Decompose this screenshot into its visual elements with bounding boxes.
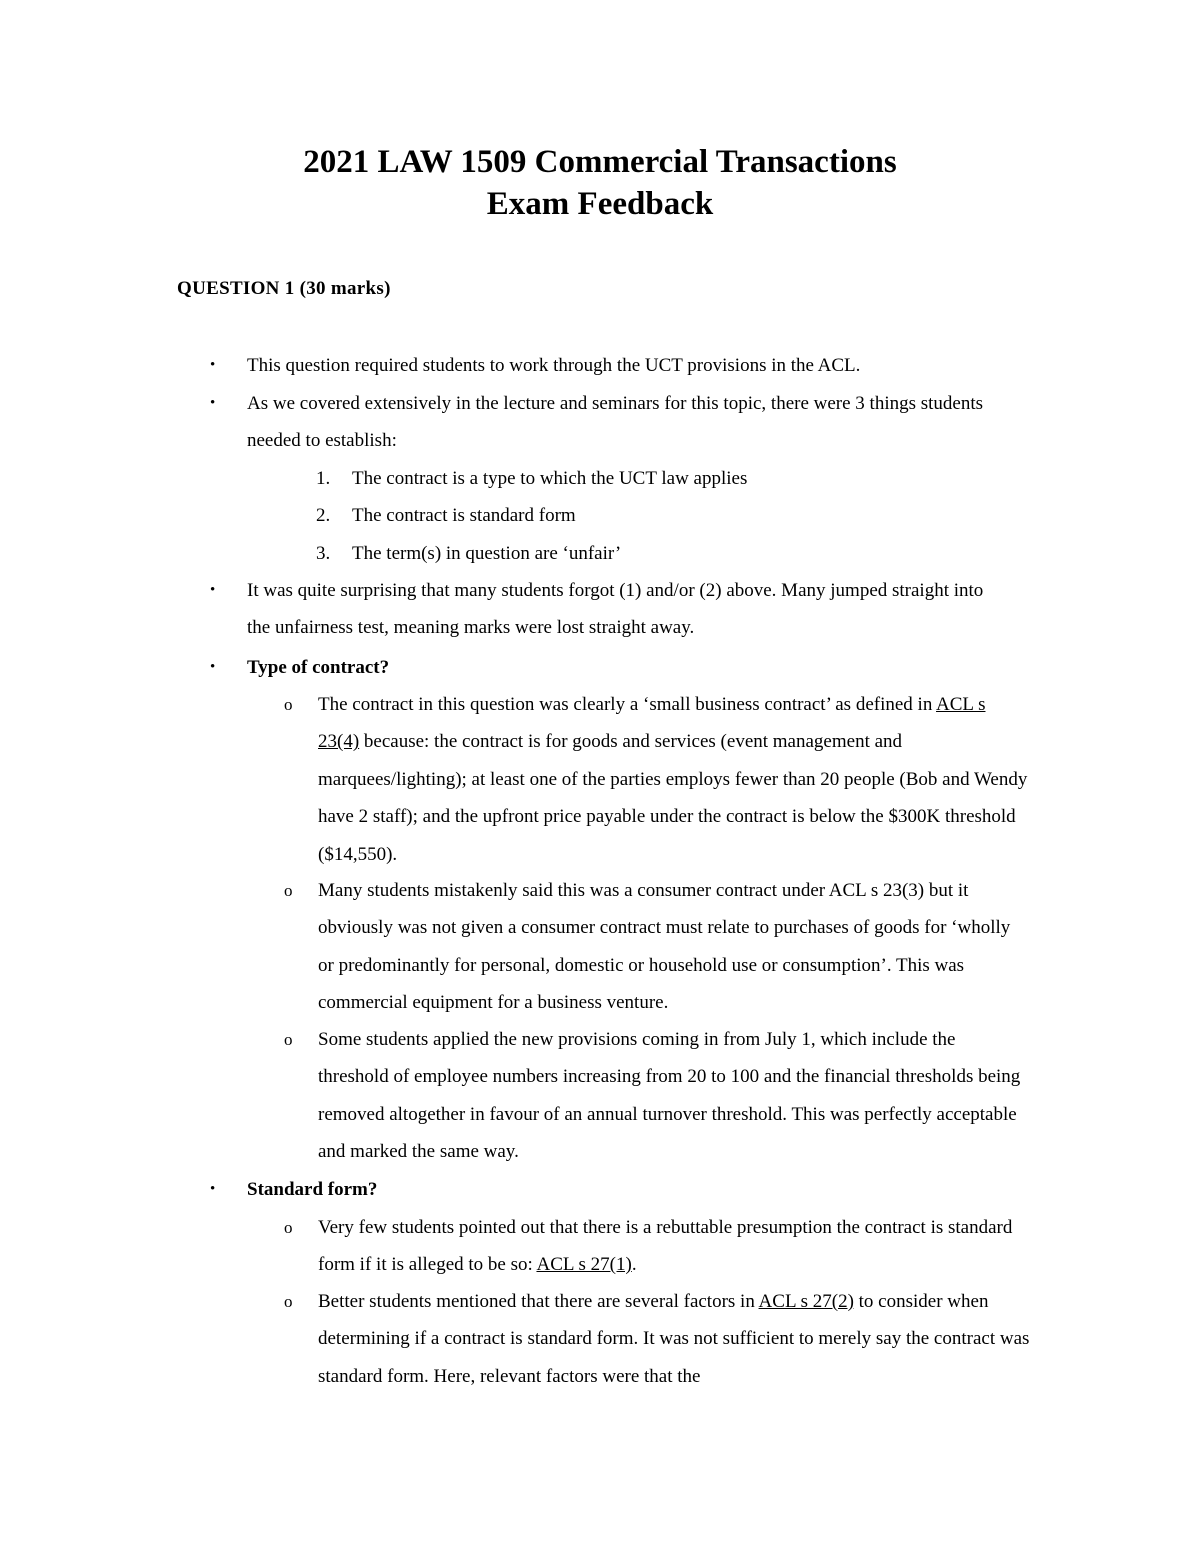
numbered-item: The term(s) in question are ‘unfair’ (352, 543, 622, 564)
document-subtitle: Exam Feedback (486, 186, 714, 222)
sub-bullet-marker: o (284, 695, 293, 714)
paragraph-consumer-contract: Many students mistakenly said this was a consumer contract under ACL s 23(3) but it obviously was not given a consumer contract must relate to purchases of goods for ‘wholly or predominantly for personal, domestic or household use or consumption’. This was commercial equipment for a business venture. (318, 880, 1011, 1014)
paragraph-forgot: It was quite surprising that many students forgot (1) and/or (2) above. Many jumped straight into the unfairness test, meaning marks were lost straight away. (247, 580, 984, 639)
text-segment: The contract in this question was clearly a ‘small business contract’ as defined in (318, 694, 933, 715)
paragraph-ucp-provisions: This question required students to work through the UCT provisions in the ACL. (247, 355, 861, 376)
question-heading: QUESTION 1 (30 marks) (177, 278, 391, 299)
bullet-marker: • (210, 659, 216, 675)
bullet-marker: • (210, 1181, 216, 1197)
sub-bullet-marker: o (284, 1030, 293, 1049)
bullet-marker: • (210, 582, 216, 598)
number-marker: 3. (316, 543, 331, 564)
paragraph-new-provisions: Some students applied the new provisions coming in from July 1, which include the threshold of employee numbers increasing from 20 to 100 and the financial thresholds being removed altogether in favour of an annual turnover threshold. This was perfectly acceptable and marked the same way. (318, 1029, 1021, 1163)
sub-bullet-marker: o (284, 1218, 293, 1237)
bullet-marker: • (210, 395, 216, 411)
paragraph-rebuttable-presumption (318, 1209, 1030, 1284)
text-segment: . (631, 1254, 637, 1276)
bullet-marker: • (210, 357, 216, 373)
heading-standard-form: Standard form? (247, 1179, 378, 1200)
text-segment: to consider when determining if a contract is standard form. It was not sufficient to merely say the contract was standard form. Here, relevant factors were that the (318, 1291, 1030, 1387)
number-marker: 1. (316, 468, 331, 489)
number-marker: 2. (316, 505, 331, 526)
text-segment: Very few students pointed out that there is a rebuttable presumption the contract is standard form if it is alleged to be so: (318, 1217, 1013, 1276)
acl-s27-1-reference: ACL s 27(1) (536, 1254, 632, 1276)
paragraph-small-business-contract (318, 686, 1030, 873)
numbered-item: The contract is a type to which the UCT law applies (352, 468, 748, 489)
heading-type-of-contract: Type of contract? (247, 657, 390, 678)
paragraph-three-things: As we covered extensively in the lecture and seminars for this topic, there were 3 things students needed to establish: (247, 393, 984, 452)
numbered-item: The contract is standard form (352, 505, 576, 526)
sub-bullet-marker: o (284, 881, 293, 900)
paragraph-several-factors (318, 1283, 1030, 1395)
text-segment: Better students mentioned that there are several factors in (318, 1291, 759, 1312)
sub-bullet-marker: o (284, 1292, 293, 1311)
acl-s27-2-reference: ACL s 27(2) (758, 1291, 854, 1312)
acl-s23-4-reference: ACL s 23(4) (318, 694, 986, 753)
document-title: 2021 LAW 1509 Commercial Transactions (303, 144, 897, 180)
text-segment: because: the contract is for goods and services (event management and marquees/lighting); at least one of the parties employs fewer than 20 people (Bob and Wendy have 2 staff); and the upfront price payable under the contract is below the $300K threshold ($14,550). (318, 731, 1028, 865)
